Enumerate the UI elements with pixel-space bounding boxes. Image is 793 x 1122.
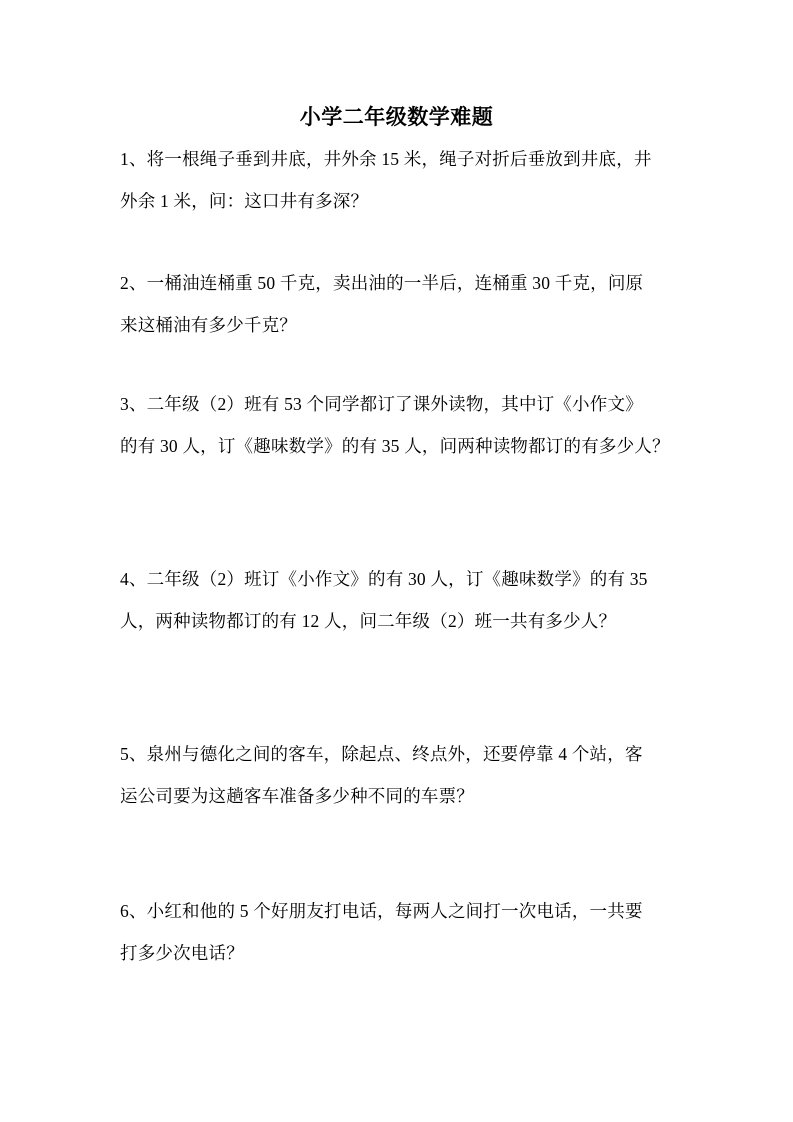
question-line: 2、一桶油连桶重 50 千克，卖出油的一半后，连桶重 30 千克，问原: [120, 273, 644, 293]
question-line: 外余 1 米，问：这口井有多深？: [120, 191, 369, 211]
document-title: 小学二年级数学难题: [299, 105, 494, 129]
question-1: [120, 138, 680, 222]
question-line: 1、将一根绳子垂到井底，井外余 15 米，绳子对折后垂放到井底，井: [120, 149, 652, 169]
question-3: [120, 383, 680, 467]
question-line: 5、泉州与德化之间的客车，除起点、终点外，还要停靠 4 个站，客: [120, 744, 643, 764]
question-5: [120, 733, 680, 817]
question-4: [120, 558, 680, 642]
question-line: 运公司要为这趟客车准备多少种不同的车票？: [120, 786, 474, 806]
question-line: 的有 30 人，订《趣味数学》的有 35 人，问两种读物都订的有多少人？: [120, 436, 670, 456]
question-line: 6、小红和他的 5 个好朋友打电话，每两人之间打一次电话，一共要: [120, 901, 643, 921]
question-line: 4、二年级（2）班订《小作文》的有 30 人，订《趣味数学》的有 35: [120, 569, 648, 589]
question-line: 人，两种读物都订的有 12 人，问二年级（2）班一共有多少人？: [120, 611, 617, 631]
question-line: 3、二年级（2）班有 53 个同学都订了课外读物，其中订《小作文》: [120, 394, 643, 414]
question-2: [120, 262, 680, 346]
question-line: 打多少次电话？: [120, 943, 244, 963]
question-line: 来这桶油有多少千克？: [120, 315, 297, 335]
question-6: [120, 890, 680, 974]
